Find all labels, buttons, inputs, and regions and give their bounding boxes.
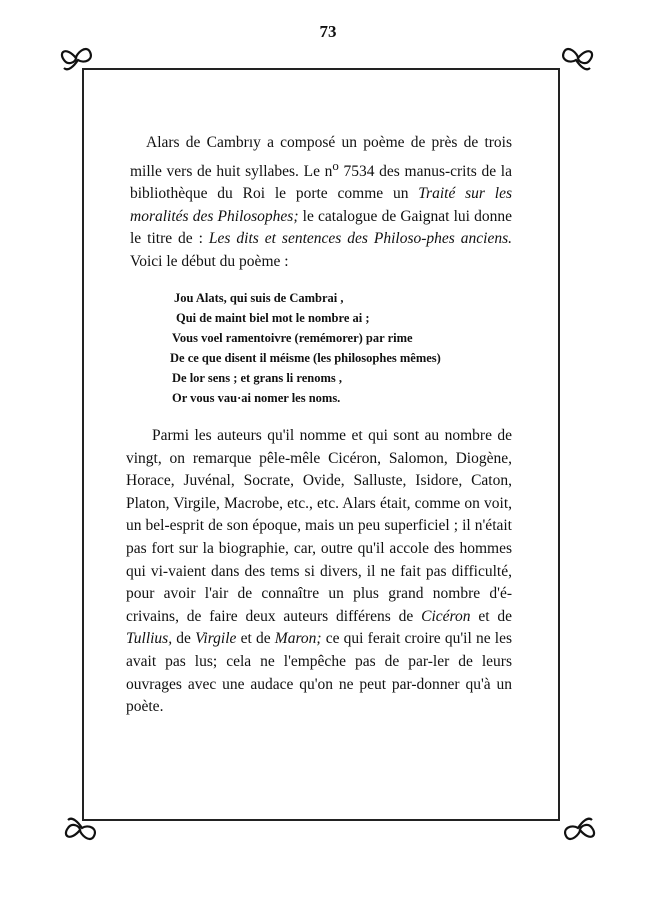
page-number: 73 bbox=[319, 22, 337, 41]
numero-superscript: o bbox=[332, 157, 339, 173]
intro-paragraph bbox=[130, 132, 512, 273]
intro-text-run: le catalogue de Gaignat lui donne le titre de : bbox=[130, 207, 513, 248]
author-name-italic: Virgile bbox=[195, 630, 237, 648]
poem-quotation bbox=[170, 288, 490, 408]
author-name-italic: Tullius, bbox=[126, 630, 173, 648]
body-text bbox=[126, 425, 512, 719]
intro-text bbox=[130, 132, 512, 273]
intro-text-run: rois mille vers de huit syllabes. Le n bbox=[130, 134, 512, 180]
author-name-italic: Maron; bbox=[274, 630, 322, 648]
body-text-run: de bbox=[172, 630, 196, 648]
verse-line: Qui de maint biel mot le nombre ai ; bbox=[176, 311, 370, 325]
verse-line: Or vous vau·ai nomer les noms. bbox=[172, 391, 341, 405]
intro-text-run: Voici le début du poème : bbox=[130, 252, 289, 270]
work-title-italic: Traité sur les moralités des Philosophes; bbox=[130, 185, 512, 225]
corner-flourish-top-left bbox=[56, 36, 96, 76]
work-title-italic: Les dits et sentences des Philoso-phes anciens. bbox=[208, 230, 512, 248]
body-text-run: Parmi les auteurs qu'il nomme et qui sont au nombre de vingt, on remarque pêle-mêle Cicéron, Salomon, Diogène, Horace, Juvénal, Socrate, Ovide, Salluste, Isidore, Caton, Platon, Virgile, Macrobe, etc., etc. Alars était, comme on voit, un bel-esprit de son époque, mais un peu superficiel ; il n'était pas fort sur la biographie, car, outre qu'il accole des hommes qui vi-vaient dans des tems si divers, il ne fait pas difficulté, pour avoir l'air de connaître un plus grand nombre d'é-crivains, de faire deux auteurs différens de bbox=[126, 427, 512, 625]
verse-line: De ce que disent il méisme (les philosophes mêmes) bbox=[170, 351, 441, 365]
intro-text-run: ıy a composé un poème de près de bbox=[248, 134, 485, 151]
corner-flourish-bottom-left bbox=[60, 812, 100, 852]
corner-flourish-bottom-right bbox=[560, 812, 600, 852]
body-text-run: et de bbox=[236, 630, 275, 648]
flourish-icon bbox=[558, 36, 598, 76]
verse-line: Vous voel ramentoivre (remémorer) par rime bbox=[172, 331, 413, 345]
flourish-icon bbox=[560, 812, 600, 852]
intro-text-run: t bbox=[484, 134, 489, 151]
corner-flourish-top-right bbox=[558, 36, 598, 76]
verse-line: Jou Alats, qui suis de Cambrai , bbox=[174, 291, 344, 305]
verse-line: De lor sens ; et grans li renoms , bbox=[172, 371, 343, 385]
body-text-run: ce qui ferait croire qu'il ne les avait pas lus; cela ne l'empêche pas de par-ler de leurs ouvrages avec une audace qu'on ne peut par-donner qu'à un poète. bbox=[126, 630, 512, 716]
body-paragraph bbox=[126, 425, 512, 719]
intro-text-run: Alars de Cambr bbox=[146, 134, 249, 151]
flourish-icon bbox=[60, 812, 100, 852]
flourish-icon bbox=[56, 36, 96, 76]
intro-text-run: 7534 des manus-crits de la bibliothèque du Roi le porte comme un bbox=[130, 162, 512, 203]
body-text-run: et de bbox=[470, 607, 513, 625]
author-name-italic: Cicéron bbox=[421, 607, 471, 625]
